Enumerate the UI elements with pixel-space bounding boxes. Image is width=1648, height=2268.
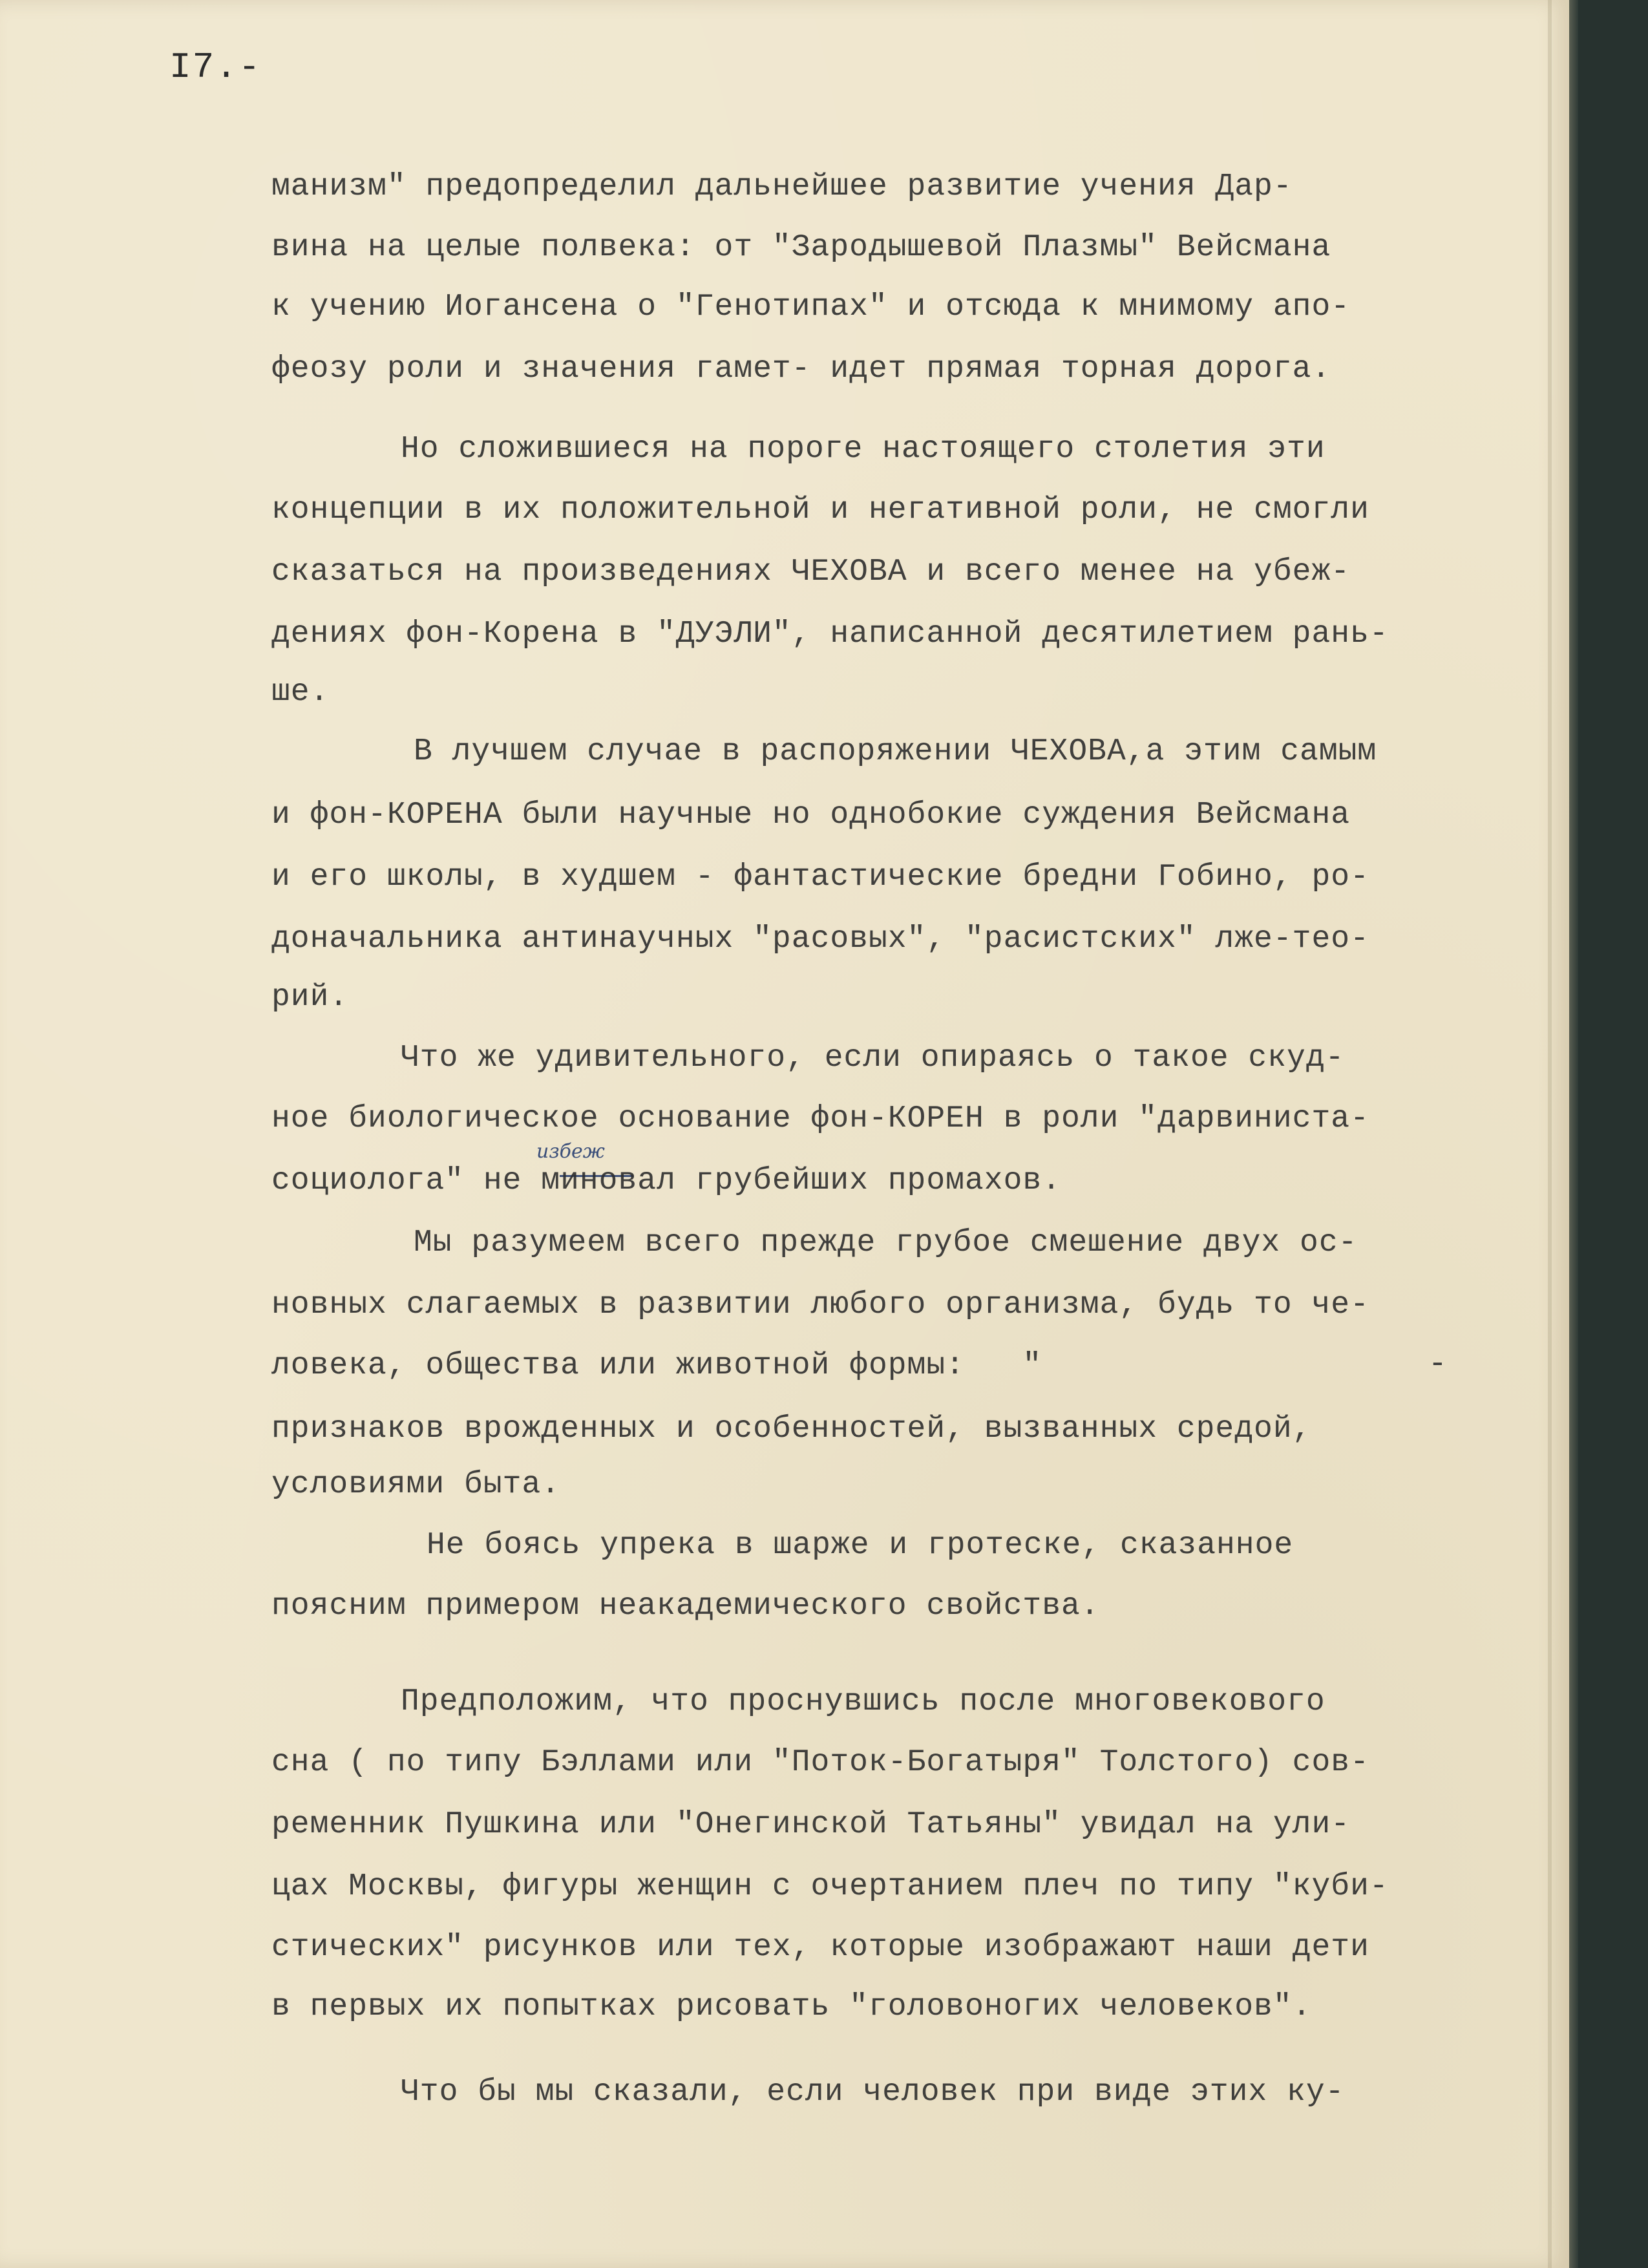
text-line: сна ( по типу Бэллами или "Поток-Богатыря" Толстого) сов- <box>271 1745 1369 1780</box>
text-line: и его школы, в худшем - фантастические бредни Гобино, ро- <box>271 860 1369 895</box>
text-line: феозу роли и значения гамет- идет прямая торная дорога. <box>271 352 1331 387</box>
text-line: цах Москвы, фигуры женщин с очертанием плеч по типу "куби- <box>271 1869 1389 1904</box>
text-line: сказаться на произведениях ЧЕХОВА и всего менее на убеж- <box>271 555 1351 589</box>
paper-crease <box>1548 0 1552 2268</box>
text-line: ше. <box>271 675 330 710</box>
text-line: Не боясь упрека в шарже и гротеске, сказанное <box>427 1528 1294 1563</box>
text-line: Предположим, что проснувшись после многовекового <box>401 1684 1326 1719</box>
scanner-background <box>1578 0 1648 2268</box>
text-line: в первых их попытках рисовать "головоногих человеков". <box>271 1989 1312 2024</box>
text-line: Что бы мы сказали, если человек при виде этих ку- <box>401 2075 1345 2110</box>
page-edge-shadow <box>1569 0 1578 2268</box>
text-line: Но сложившиеся на пороге настоящего столетия эти <box>401 432 1326 467</box>
text-line: признаков врожденных и особенностей, вызванных средой, <box>271 1412 1312 1447</box>
handwritten-correction: избеж <box>536 1140 605 1163</box>
text-line: к учению Иогансена о "Генотипах" и отсюда к мнимому апо- <box>271 290 1351 324</box>
text-line: дениях фон-Корена в "ДУЭЛИ", написанной десятилетием рань- <box>271 617 1389 652</box>
text-line: ловека, общества или животной формы: " <box>271 1348 1042 1383</box>
text-line: манизм" предопределил дальнейшее развитие учения Дар- <box>271 169 1293 204</box>
margin-dash: - <box>1428 1347 1447 1382</box>
text-line: социолога" не миновал грубейших промахов. <box>271 1163 1061 1198</box>
text-line: концепции в их положительной и негативной роли, не смогли <box>271 493 1369 527</box>
text-line: условиями быта. <box>271 1467 561 1502</box>
text-line: новных слагаемых в развитии любого организма, будь то че- <box>271 1288 1369 1322</box>
text-line: и фон-КОРЕНА были научные но однобокие суждения Вейсмана <box>271 798 1351 832</box>
text-line: рий. <box>271 980 349 1015</box>
text-line: доначальника антинаучных "расовых", "расистских" лже-тео- <box>271 922 1369 957</box>
text-line: В лучшем случае в распоряжении ЧЕХОВА,а этим самым <box>414 734 1377 769</box>
text-line: стических" рисунков или тех, которые изображают наши дети <box>271 1930 1369 1965</box>
text-line: Что же удивительного, если опираясь о такое скуд- <box>401 1041 1345 1076</box>
text-line: ное биологическое основание фон-КОРЕН в роли "дарвиниста- <box>271 1101 1369 1136</box>
text-line: ременник Пушкина или "Онегинской Татьяны" увидал на ули- <box>271 1807 1351 1842</box>
text-line: Мы разумеем всего прежде грубое смешение двух ос- <box>414 1225 1358 1260</box>
text-line: вина на целые полвека: от "Зародышевой Плазмы" Вейсмана <box>271 230 1331 265</box>
page-number: I7.- <box>169 47 262 88</box>
text-line: поясним примером неакадемического свойства. <box>271 1589 1100 1624</box>
